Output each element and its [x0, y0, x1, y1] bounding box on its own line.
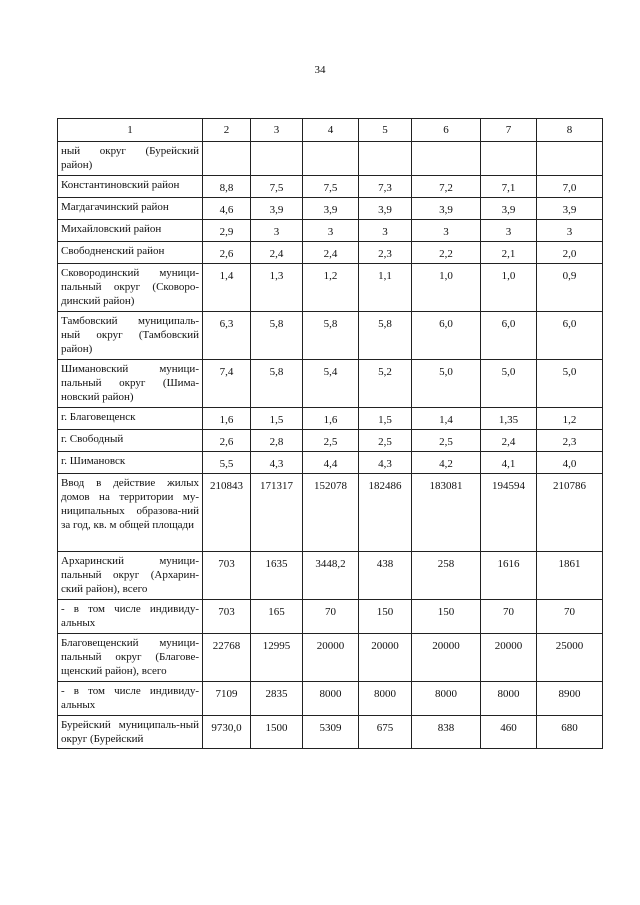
table-body: [58, 142, 603, 749]
column-header-8: 8: [537, 119, 603, 142]
row-value-col-8: 6,0: [537, 312, 603, 360]
row-value-col-7: 1,0: [481, 264, 537, 312]
row-value-col-8: [537, 142, 603, 176]
row-value-col-3: 5,8: [251, 360, 303, 408]
row-value-col-5: 438: [359, 552, 412, 600]
row-value-col-6: 2,5: [412, 430, 481, 452]
row-value-col-5: 2,3: [359, 242, 412, 264]
row-value-col-7: 6,0: [481, 312, 537, 360]
table-row: [58, 552, 603, 600]
row-value-col-8: 70: [537, 600, 603, 634]
row-value-col-5: 4,3: [359, 452, 412, 474]
table-row: [58, 198, 603, 220]
row-value-col-2: 1,6: [203, 408, 251, 430]
row-value-col-3: 3,9: [251, 198, 303, 220]
column-header-3: 3: [251, 119, 303, 142]
row-label: Свободненский район: [58, 242, 203, 264]
row-value-col-4: 5,4: [303, 360, 359, 408]
row-value-col-7: [481, 142, 537, 176]
row-value-col-5: 5,2: [359, 360, 412, 408]
header-row: [58, 119, 603, 142]
table-row: [58, 176, 603, 198]
row-label: Михайловский район: [58, 220, 203, 242]
row-value-col-6: 2,2: [412, 242, 481, 264]
row-value-col-7: 70: [481, 600, 537, 634]
row-label: - в том числе индивиду-альных: [58, 600, 203, 634]
column-header-1: 1: [58, 119, 203, 142]
row-value-col-4: 70: [303, 600, 359, 634]
row-label: Шимановский муници-пальный округ (Шима-новский район): [58, 360, 203, 408]
table-row: [58, 600, 603, 634]
table-row: [58, 408, 603, 430]
row-value-col-7: 2,1: [481, 242, 537, 264]
row-value-col-7: 194594: [481, 474, 537, 552]
row-value-col-4: 3,9: [303, 198, 359, 220]
row-value-col-6: 20000: [412, 634, 481, 682]
row-value-col-2: 2,6: [203, 242, 251, 264]
table-row: [58, 242, 603, 264]
column-header-4: 4: [303, 119, 359, 142]
row-value-col-5: 1,1: [359, 264, 412, 312]
row-label: - в том числе индивиду-альных: [58, 682, 203, 716]
table-row: [58, 360, 603, 408]
row-value-col-5: 150: [359, 600, 412, 634]
row-value-col-7: 1616: [481, 552, 537, 600]
row-value-col-8: 2,0: [537, 242, 603, 264]
row-value-col-2: [203, 142, 251, 176]
row-value-col-6: 5,0: [412, 360, 481, 408]
row-value-col-2: 8,8: [203, 176, 251, 198]
row-value-col-8: 2,3: [537, 430, 603, 452]
row-value-col-5: 1,5: [359, 408, 412, 430]
row-value-col-5: 675: [359, 716, 412, 749]
column-header-5: 5: [359, 119, 412, 142]
row-label: Благовещенский муници-пальный округ (Благове-щенский район), всего: [58, 634, 203, 682]
row-value-col-5: 5,8: [359, 312, 412, 360]
row-value-col-6: 3,9: [412, 198, 481, 220]
row-value-col-7: 4,1: [481, 452, 537, 474]
row-value-col-3: 2835: [251, 682, 303, 716]
row-label: г. Свободный: [58, 430, 203, 452]
row-value-col-8: 0,9: [537, 264, 603, 312]
row-value-col-7: 3: [481, 220, 537, 242]
row-value-col-8: 25000: [537, 634, 603, 682]
row-label: Ввод в действие жилых домов на территории му-ниципальных образова-ний за год, кв. м общей площади: [58, 474, 203, 552]
row-value-col-7: 2,4: [481, 430, 537, 452]
row-value-col-4: 2,5: [303, 430, 359, 452]
row-label: Бурейский муниципаль-ный округ (Бурейский: [58, 716, 203, 749]
row-value-col-5: 2,5: [359, 430, 412, 452]
row-value-col-6: 3: [412, 220, 481, 242]
row-value-col-2: 6,3: [203, 312, 251, 360]
table-row: [58, 142, 603, 176]
table-row: [58, 682, 603, 716]
row-value-col-6: 8000: [412, 682, 481, 716]
table-row: [58, 452, 603, 474]
table-row: [58, 220, 603, 242]
row-value-col-4: 5309: [303, 716, 359, 749]
row-value-col-4: 152078: [303, 474, 359, 552]
row-value-col-7: 7,1: [481, 176, 537, 198]
row-label: ный округ (Бурейский район): [58, 142, 203, 176]
row-value-col-5: 8000: [359, 682, 412, 716]
row-value-col-5: 182486: [359, 474, 412, 552]
data-table: [57, 118, 603, 749]
row-value-col-6: 258: [412, 552, 481, 600]
row-label: Константиновский район: [58, 176, 203, 198]
column-header-2: 2: [203, 119, 251, 142]
row-value-col-3: 3: [251, 220, 303, 242]
row-value-col-5: 3,9: [359, 198, 412, 220]
row-value-col-4: 8000: [303, 682, 359, 716]
row-value-col-3: 4,3: [251, 452, 303, 474]
row-value-col-8: 1861: [537, 552, 603, 600]
row-value-col-7: 8000: [481, 682, 537, 716]
table-header: [58, 119, 603, 142]
row-label: Архаринский муници-пальный округ (Архарин-ский район), всего: [58, 552, 203, 600]
row-value-col-7: 20000: [481, 634, 537, 682]
row-value-col-3: 12995: [251, 634, 303, 682]
row-value-col-6: 1,4: [412, 408, 481, 430]
row-value-col-3: 2,8: [251, 430, 303, 452]
row-value-col-2: 2,9: [203, 220, 251, 242]
row-value-col-6: 1,0: [412, 264, 481, 312]
row-value-col-2: 703: [203, 600, 251, 634]
row-label: Тамбовский муниципаль-ный округ (Тамбовский район): [58, 312, 203, 360]
row-value-col-8: 7,0: [537, 176, 603, 198]
row-label: г. Шимановск: [58, 452, 203, 474]
row-value-col-8: 4,0: [537, 452, 603, 474]
table-row: [58, 634, 603, 682]
row-value-col-4: 20000: [303, 634, 359, 682]
row-value-col-5: 7,3: [359, 176, 412, 198]
row-value-col-2: 1,4: [203, 264, 251, 312]
row-value-col-3: 1635: [251, 552, 303, 600]
row-label: г. Благовещенск: [58, 408, 203, 430]
row-value-col-3: [251, 142, 303, 176]
table-row: [58, 474, 603, 552]
row-value-col-3: 1,5: [251, 408, 303, 430]
row-value-col-8: 8900: [537, 682, 603, 716]
row-value-col-6: 838: [412, 716, 481, 749]
row-value-col-4: 3: [303, 220, 359, 242]
row-value-col-4: [303, 142, 359, 176]
row-value-col-7: 1,35: [481, 408, 537, 430]
row-value-col-7: 5,0: [481, 360, 537, 408]
row-value-col-6: 4,2: [412, 452, 481, 474]
column-header-7: 7: [481, 119, 537, 142]
row-value-col-6: 6,0: [412, 312, 481, 360]
row-value-col-6: 7,2: [412, 176, 481, 198]
row-value-col-2: 210843: [203, 474, 251, 552]
row-value-col-4: 5,8: [303, 312, 359, 360]
row-value-col-4: 1,2: [303, 264, 359, 312]
row-value-col-2: 7,4: [203, 360, 251, 408]
row-value-col-5: 3: [359, 220, 412, 242]
row-value-col-2: 2,6: [203, 430, 251, 452]
row-value-col-4: 3448,2: [303, 552, 359, 600]
row-value-col-7: 460: [481, 716, 537, 749]
row-value-col-3: 1,3: [251, 264, 303, 312]
row-value-col-3: 165: [251, 600, 303, 634]
column-header-6: 6: [412, 119, 481, 142]
row-value-col-6: 150: [412, 600, 481, 634]
row-value-col-8: 5,0: [537, 360, 603, 408]
row-value-col-8: 3: [537, 220, 603, 242]
table-row: [58, 430, 603, 452]
row-value-col-2: 703: [203, 552, 251, 600]
row-value-col-3: 7,5: [251, 176, 303, 198]
row-value-col-2: 5,5: [203, 452, 251, 474]
row-value-col-8: 680: [537, 716, 603, 749]
row-value-col-6: 183081: [412, 474, 481, 552]
row-value-col-5: [359, 142, 412, 176]
row-value-col-7: 3,9: [481, 198, 537, 220]
row-value-col-8: 3,9: [537, 198, 603, 220]
row-label: Магдагачинский район: [58, 198, 203, 220]
page-number: 34: [314, 64, 326, 76]
row-label: Сковородинский муници-пальный округ (Сковоро-динский район): [58, 264, 203, 312]
row-value-col-2: 9730,0: [203, 716, 251, 749]
row-value-col-6: [412, 142, 481, 176]
row-value-col-3: 1500: [251, 716, 303, 749]
row-value-col-2: 22768: [203, 634, 251, 682]
table-row: [58, 264, 603, 312]
row-value-col-4: 1,6: [303, 408, 359, 430]
row-value-col-8: 1,2: [537, 408, 603, 430]
row-value-col-4: 2,4: [303, 242, 359, 264]
row-value-col-2: 7109: [203, 682, 251, 716]
row-value-col-5: 20000: [359, 634, 412, 682]
table-row: [58, 312, 603, 360]
row-value-col-3: 5,8: [251, 312, 303, 360]
row-value-col-2: 4,6: [203, 198, 251, 220]
row-value-col-4: 4,4: [303, 452, 359, 474]
row-value-col-3: 2,4: [251, 242, 303, 264]
table-row: [58, 716, 603, 749]
row-value-col-4: 7,5: [303, 176, 359, 198]
row-value-col-3: 171317: [251, 474, 303, 552]
row-value-col-8: 210786: [537, 474, 603, 552]
